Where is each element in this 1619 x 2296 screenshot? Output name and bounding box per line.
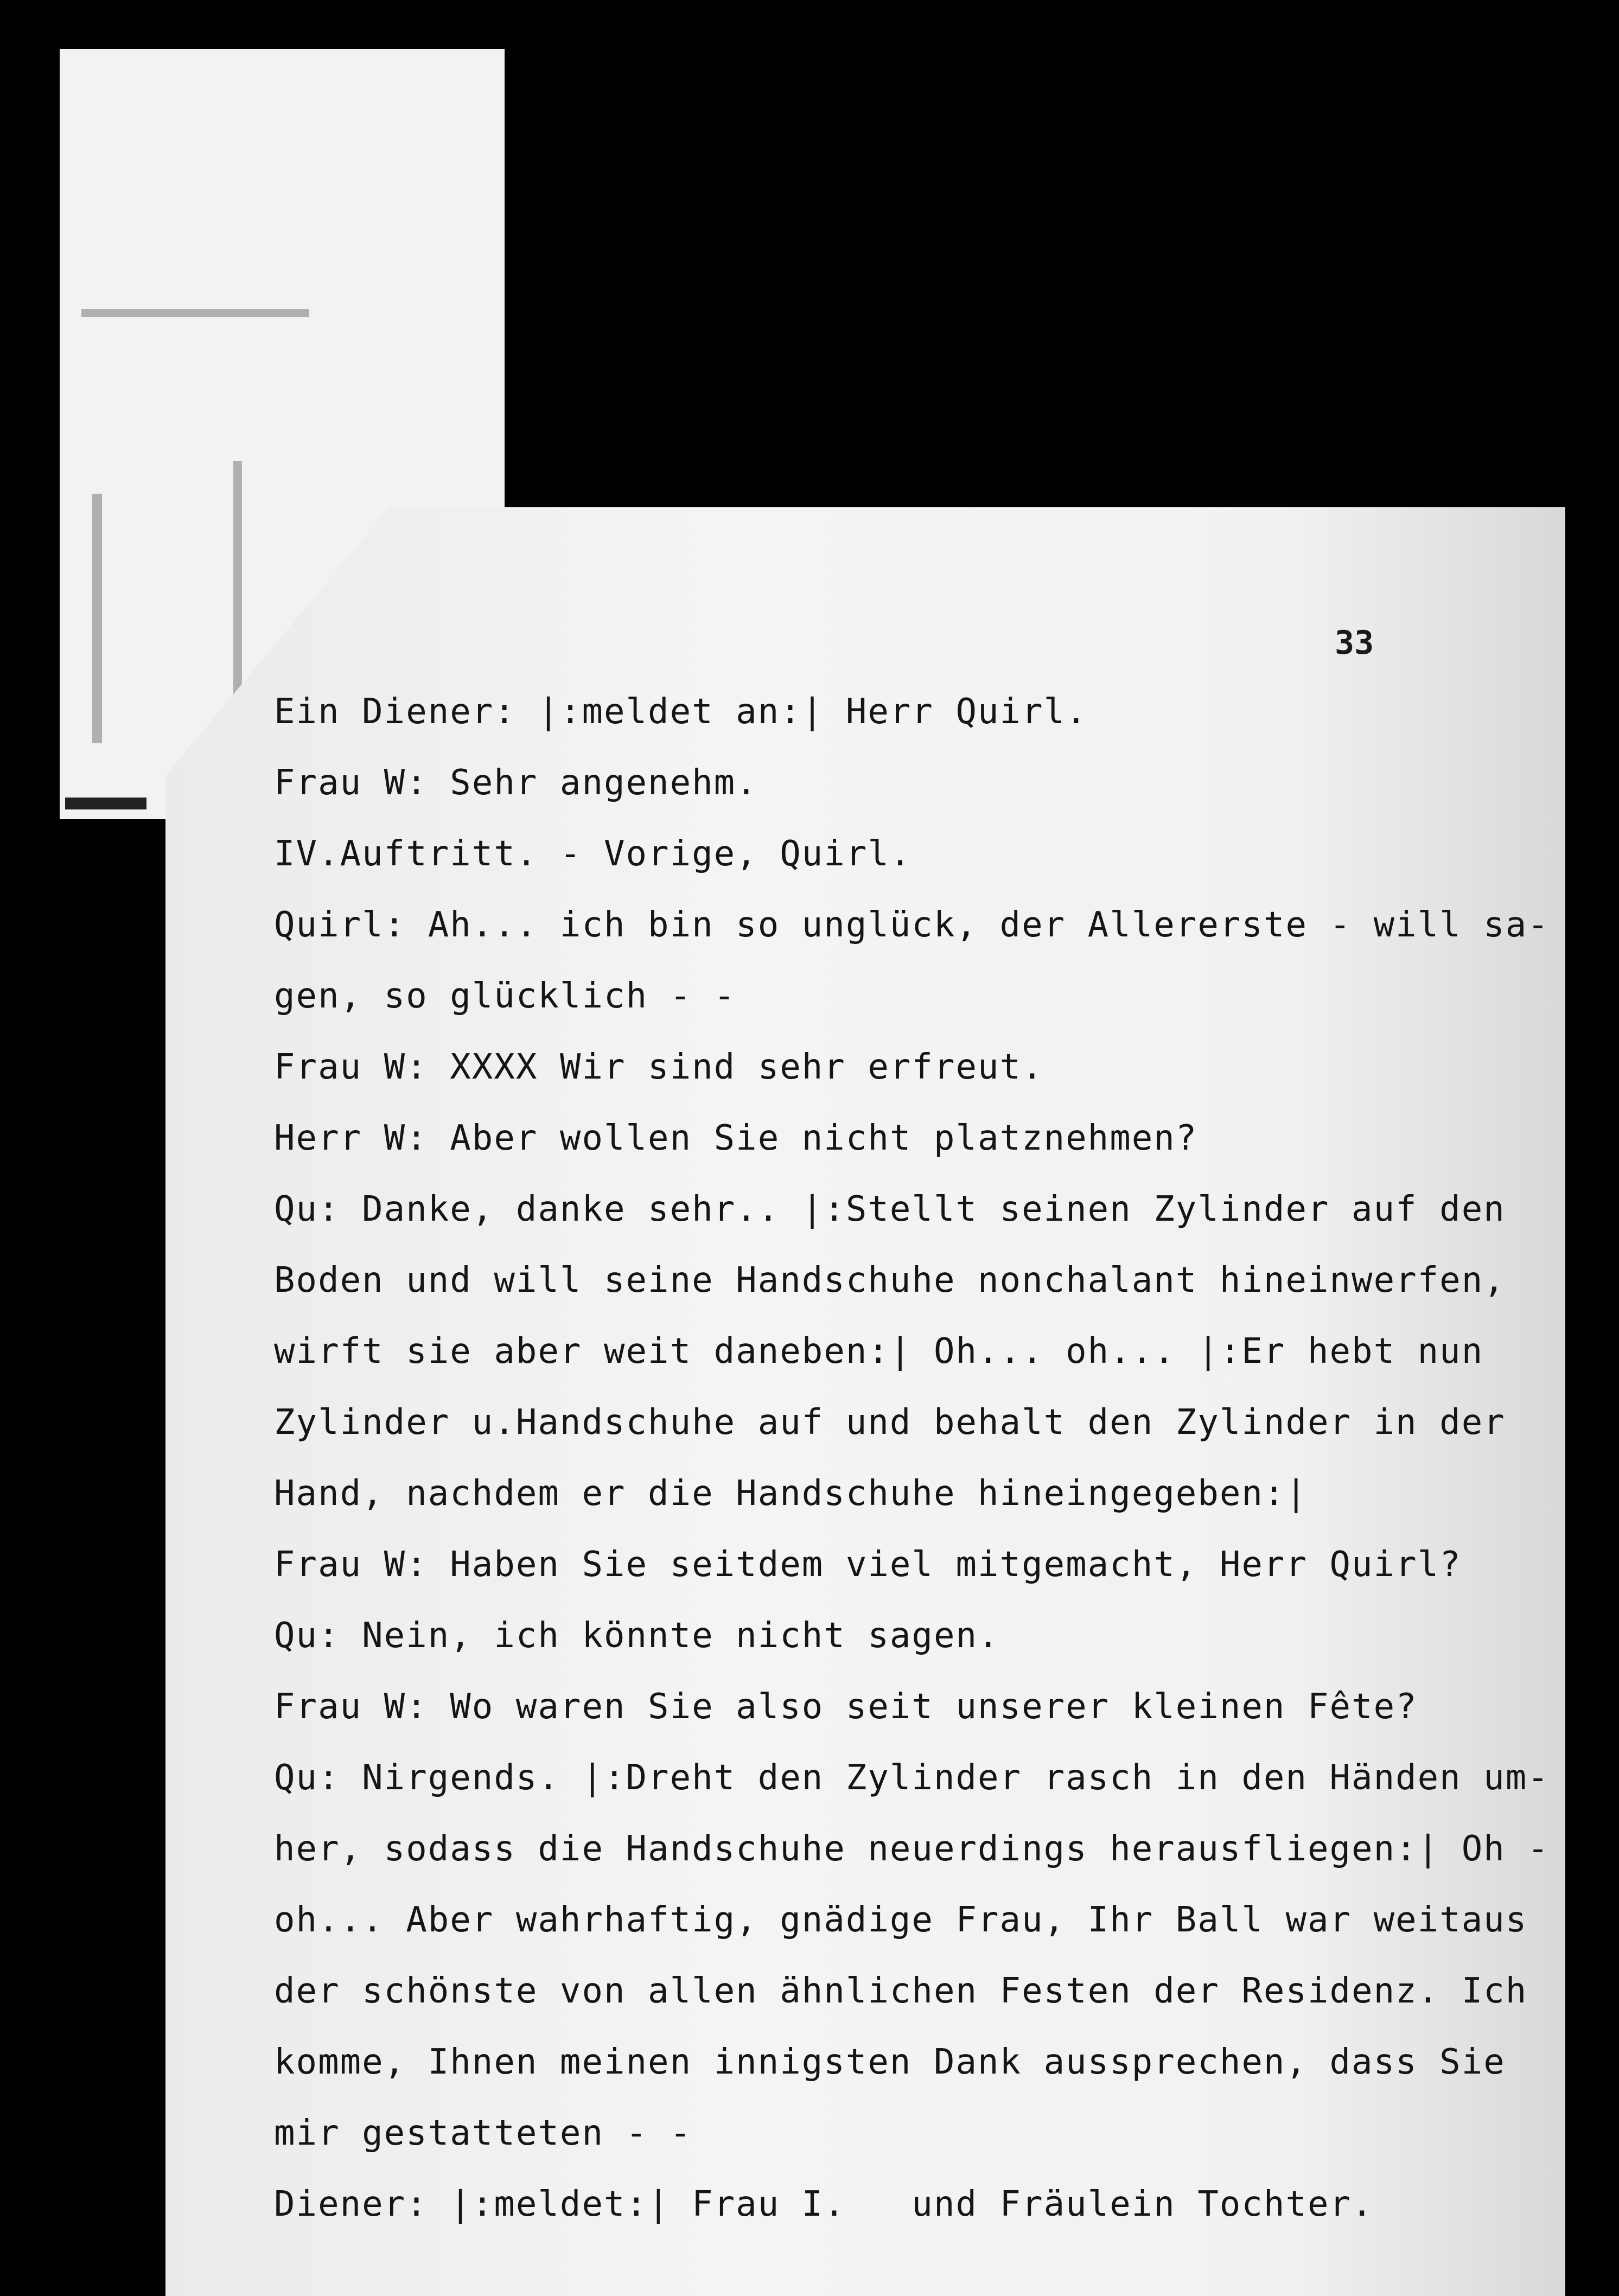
- text-line: Ein Diener: |:meldet an:| Herr Quirl.: [274, 692, 1088, 732]
- text-line: oh... Aber wahrhaftig, gnädige Frau, Ihr Ball war weitaus: [274, 1900, 1528, 1940]
- text-line: der schönste von allen ähnlichen Festen der Residenz. Ich: [274, 1971, 1528, 2011]
- text-line: Qu: Nein, ich könnte nicht sagen.: [274, 1616, 1000, 1656]
- text-line: mir gestatteten - -: [274, 2113, 692, 2153]
- text-line: Qu: Danke, danke sehr.. |:Stellt seinen Zylinder auf den: [274, 1189, 1506, 1229]
- ink-bleed-mark: [65, 798, 146, 809]
- text-line: Boden und will seine Handschuhe nonchalant hineinwerfen,: [274, 1260, 1506, 1300]
- text-line: Qu: Nirgends. |:Dreht den Zylinder rasch in den Händen um-: [274, 1758, 1550, 1798]
- text-line: Zylinder u.Handschuhe auf und behalt den Zylinder in der: [274, 1402, 1506, 1443]
- text-line: wirft sie aber weit daneben:| Oh... oh... |:Er hebt nun: [274, 1331, 1484, 1372]
- page-number: 33: [1335, 624, 1374, 662]
- text-line: her, sodass die Handschuhe neuerdings herausfliegen:| Oh -: [274, 1829, 1550, 1869]
- text-line: Frau W: Haben Sie seitdem viel mitgemacht, Herr Quirl?: [274, 1545, 1462, 1585]
- text-line: Herr W: Aber wollen Sie nicht platznehmen?: [274, 1118, 1198, 1158]
- text-line: Quirl: Ah... ich bin so unglück, der Allererste - will sa-: [274, 905, 1550, 945]
- text-line: Frau W: XXXX Wir sind sehr erfreut.: [274, 1047, 1044, 1087]
- script-text-body: [274, 692, 1550, 2258]
- text-line: Hand, nachdem er die Handschuhe hineingegeben:|: [274, 1474, 1308, 1514]
- text-line: gen, so glücklich - -: [274, 976, 736, 1016]
- text-line: Frau W: Sehr angenehm.: [274, 763, 758, 803]
- ink-bleed-mark: [81, 309, 309, 317]
- text-line: Frau W: Wo waren Sie also seit unserer kleinen Fête?: [274, 1687, 1418, 1727]
- text-line: IV.Auftritt. - Vorige, Quirl.: [274, 834, 912, 874]
- ink-bleed-mark: [92, 494, 102, 743]
- text-line: Diener: |:meldet:| Frau I. und Fräulein Tochter.: [274, 2184, 1374, 2224]
- text-line: komme, Ihnen meinen innigsten Dank aussprechen, dass Sie: [274, 2042, 1506, 2082]
